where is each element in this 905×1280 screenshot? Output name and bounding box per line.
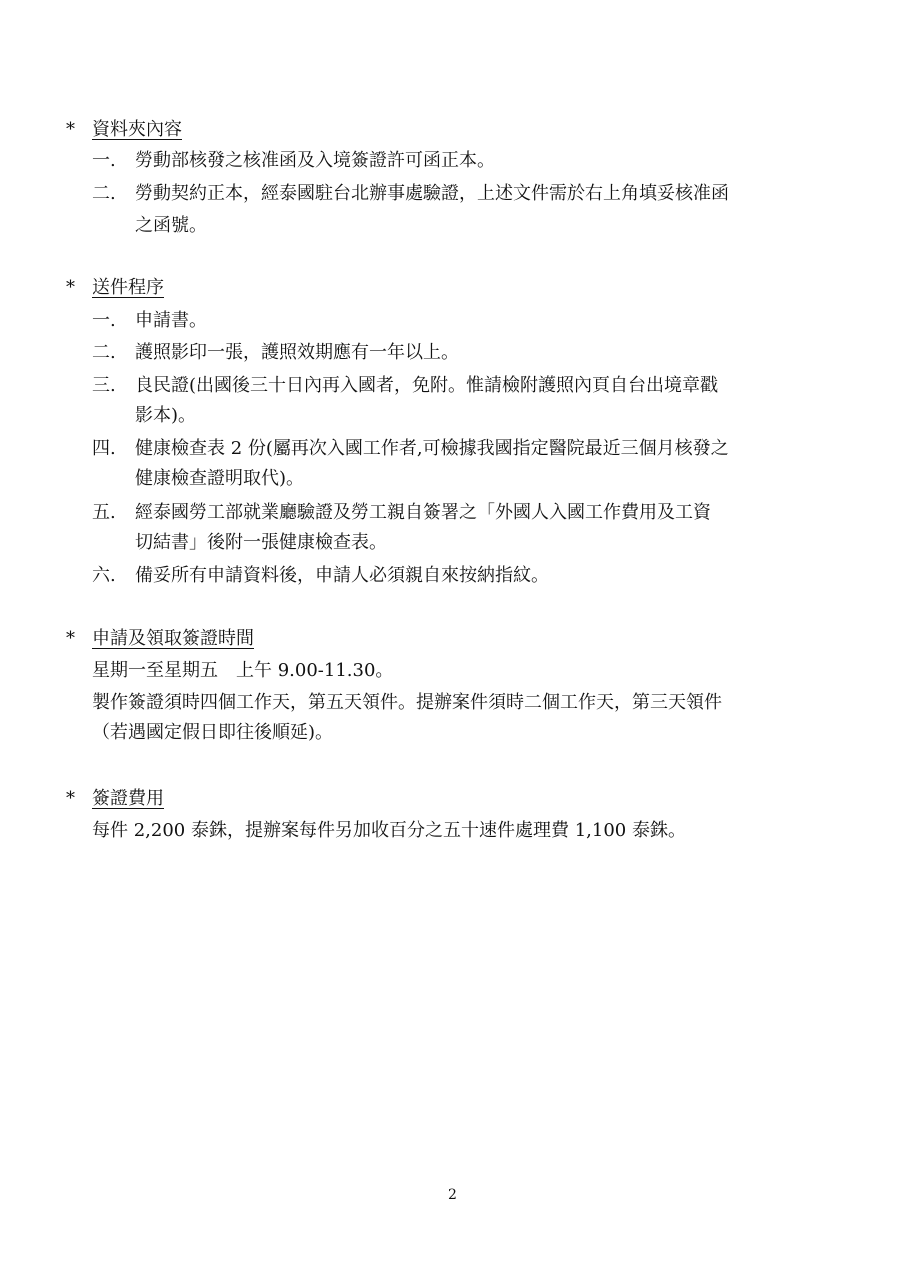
item-text-continued: 切結書」後附一張健康檢查表。	[135, 532, 387, 553]
section-heading-visa-hours: 申請及領取簽證時間	[92, 628, 254, 649]
item-number: 六.	[92, 565, 116, 586]
item-text: 經泰國勞工部就業廳驗證及勞工親自簽署之「外國人入國工作費用及工資	[135, 502, 711, 523]
section-marker: *	[66, 119, 75, 140]
section-marker: *	[66, 788, 75, 809]
item-text: 申請書。	[135, 310, 207, 331]
section-marker: *	[66, 277, 75, 298]
item-number: 三.	[92, 375, 116, 396]
item-text: 良民證(出國後三十日內再入國者，免附。惟請檢附護照內頁自台出境章戳	[135, 375, 719, 396]
item-number: 二.	[92, 183, 116, 204]
item-text-continued: 影本)。	[135, 405, 197, 426]
section-marker: *	[66, 628, 75, 649]
item-text: 備妥所有申請資料後，申請人必須親自來按納指紋。	[135, 565, 549, 586]
item-number: 二.	[92, 342, 116, 363]
section-heading-folder-contents: 資料夾內容	[92, 119, 182, 140]
item-text: 護照影印一張，護照效期應有一年以上。	[135, 342, 459, 363]
item-text: 勞動契約正本，經泰國駐台北辦事處驗證，上述文件需於右上角填妥核准函	[135, 183, 729, 204]
section-heading-visa-fees: 簽證費用	[92, 788, 164, 809]
item-number: 四.	[92, 438, 116, 459]
item-text: 健康檢查表 2 份(屬再次入國工作者,可檢據我國指定醫院最近三個月核發之	[135, 438, 729, 459]
fee-text: 每件 2,200 泰銖，提辦案每件另加收百分之五十速件處理費 1,100 泰銖。	[92, 820, 686, 841]
section-heading-submission-procedure: 送件程序	[92, 277, 164, 298]
item-text-continued: 之函號。	[135, 215, 207, 236]
processing-text-continued: （若遇國定假日即往後順延)。	[92, 722, 334, 743]
page-number: 2	[448, 1187, 457, 1203]
item-number: 一.	[92, 150, 116, 171]
item-number: 一.	[92, 310, 116, 331]
processing-text: 製作簽證須時四個工作天，第五天領件。提辦案件須時二個工作天，第三天領件	[92, 692, 722, 713]
item-text-continued: 健康檢查證明取代)。	[135, 468, 305, 489]
hours-text: 星期一至星期五 上午 9.00-11.30。	[92, 660, 394, 681]
item-number: 五.	[92, 502, 116, 523]
item-text: 勞動部核發之核准函及入境簽證許可函正本。	[135, 150, 495, 171]
